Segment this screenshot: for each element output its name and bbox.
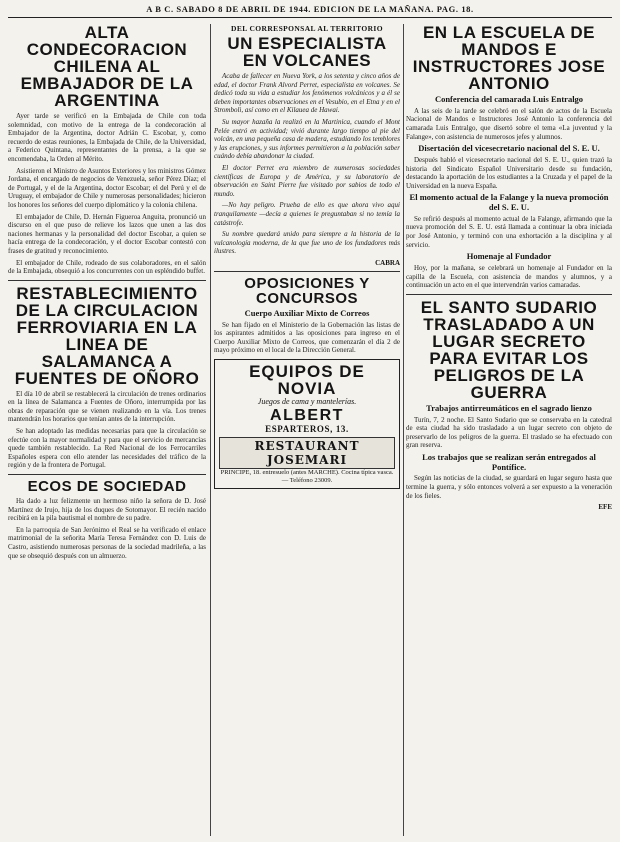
article-paragraph: En la parroquia de San Jerónimo el Real se ha verificado el enlace matrimonial de la señorita María Teresa Fernández con D. Luis de Castro, asistiendo numerosas personas de la sociedad madrileña, a las que se obsequió después con un almuerzo. (8, 525, 206, 560)
subheadline: Homenaje al Fundador (466, 251, 552, 262)
article-paragraph: Su nombre quedará unido para siempre a la historia de la vulcanología moderna, de la que fue uno de los fundadores más ilustres. (214, 230, 400, 256)
article-signature: CABRA (375, 258, 400, 267)
column-divider-2 (403, 24, 404, 836)
column-center (214, 22, 400, 836)
article-paragraph: El día 10 de abril se restablecerá la circulación de trenes ordinarios en la línea de Salamanca a Fuentes de Oñoro, interrumpida por las obras de reparación que se vienen realizando en la vía. Los trenes mantendrán los horarios que tenían antes de la interrupción. (8, 389, 206, 424)
headline-ecos-sociedad: ECOS DE SOCIEDAD (27, 478, 187, 496)
section-kicker: DEL CORRESPONSAL AL TERRITORIO (231, 24, 383, 33)
ad-restaurant-details: PRINCIPE, 18. entresuelo (antes MARCHE). Cocina típica vasca. — Teléfono 23009. (220, 469, 394, 484)
article-paragraph: —No hay peligro. Prueba de ello es que ahora vivo aquí tranquilamente —decía a quienes le preguntaban si no temía la catástrofe. (214, 201, 400, 227)
ad-tagline: Juegos de cama y mantelerías. (257, 397, 357, 407)
article-paragraph: El embajador de Chile, rodeado de sus colaboradores, en el salón de la Embajada, obsequió a los concurrentes con un espléndido buffet. (8, 258, 206, 276)
article-separator (8, 474, 206, 475)
article-paragraph: Ha dado a luz felizmente un hermoso niño la señora de D. José Martínez de Irujo, hija de los duques de Sotomayor. El recién nacido recibirá en la pila bautismal el nombre de su padre. (8, 497, 206, 523)
article-separator (406, 294, 612, 295)
article-paragraph: El doctor Perret era miembro de numerosas sociedades científicas de Europa y de América, y su laboratorio de observación en Saint Pierre fue visitado por sabios de todo el mundo. (214, 163, 400, 198)
column-divider-1 (210, 24, 211, 836)
article-paragraph: Después habló el vicesecretario nacional del S. E. U., quien trazó la historia del Sindicato Español Universitario desde su fundación, destacando la aportación de los estudiantes a la Cruzada y el papel de la Universidad en la nueva España. (406, 155, 612, 190)
article-paragraph: A las seis de la tarde se celebró en el salón de actos de la Escuela Nacional de Mandos e Instructores José Antonio la conferencia del camarada Luis Entralgo, que disertó sobre el tema «La juventud y la Falange», con asistencia de numerosos jefes y alumnos. (406, 106, 612, 141)
ad-title: EQUIPOS DE NOVIA (249, 362, 365, 399)
article-paragraph: Su mayor hazaña la realizó en la Martinica, cuando el Mont Pelée entró en actividad; vivió durante largo tiempo al pie del volcán, en una pequeña casa de madera, estudiando los temblores y las erupciones, y sus informes permitieron a la población saber cuándo debía abandonar la ciudad. (214, 117, 400, 161)
headline-escuela-mandos: EN LA ESCUELA DE MANDOS E INSTRUCTORES JOSE ANTONIO (412, 23, 606, 93)
advertisement-box (214, 359, 400, 489)
headline-condecoracion: ALTA CONDECORACION CHILENA AL EMBAJADOR DE LA ARGENTINA (20, 23, 194, 110)
article-separator (214, 271, 400, 272)
article-paragraph: El embajador de Chile, D. Hernán Figueroa Anguita, pronunció un discurso en el que puso de relieve los lazos que unen a las dos naciones hermanas y la personalidad del doctor Escobar, a quien se hacía entrega de la condecoración, y el doctor Escobar contestó con frases de gratitud y reconocimiento. (8, 212, 206, 255)
header-rule (8, 17, 612, 18)
headline-santo-sudario: EL SANTO SUDARIO TRASLADADO A UN LUGAR SECRETO PARA EVITAR LOS PELIGROS DE LA GUERRA (420, 297, 598, 402)
article-paragraph: Acaba de fallecer en Nueva York, a los setenta y cinco años de edad, el doctor Frank Alvord Perret, especialista en volcanes. Se dedicó toda su vida a estudiar los fenómenos volcánicos y a él se deben importantes observaciones en el Vesubio, en el Etna y en el Stromboli, así como en el Kilauea de Hawai. (214, 72, 400, 115)
ad-address: ESPARTEROS, 13. (265, 424, 349, 435)
article-paragraph: Se han adoptado las medidas necesarias para que la circulación se efectúe con la mayor normalidad y para que el servicio de mercancías quede también restablecido. La Red Nacional de los Ferrocarriles Españoles espera con ello atender las necesidades del tráfico de la región y de la frontera de Portugal. (8, 427, 206, 470)
article-paragraph: Según las noticias de la ciudad, se guardará en lugar seguro hasta que termine la guerra, y sólo entonces volverá a ser expuesto a la veneración de los fieles. (406, 474, 612, 500)
column-left (8, 22, 206, 836)
subheadline: Cuerpo Auxiliar Mixto de Correos (244, 307, 370, 318)
article-paragraph: Hoy, por la mañana, se celebrará un homenaje al Fundador en la capilla de la Escuela, con asistencia de mandos y alumnos, y a continuación un acto en el que intervendrán varios camaradas. (406, 263, 612, 290)
article-paragraph: Asistieron el Ministro de Asuntos Exteriores y los ministros Gómez Jordana, el encargado de negocios de Venezuela, señor Pérez Díaz; el de Portugal, y el de la Argentina, doctor Escobar; el del Perú y el de Uruguay, el embajador de Chile y numerosas personalidades; hicieron los honores los señores del cuerpo diplomático y la colonia chilena. (8, 166, 206, 209)
ad-restaurant: RESTAURANT JOSEMARI (219, 437, 395, 469)
subheadline: Conferencia del camarada Luis Entralgo (434, 94, 584, 104)
article-paragraph: Turín, 7, 2 noche. El Santo Sudario que se conservaba en la catedral de esta ciudad ha sido trasladado a un lugar secreto con objeto de preservarlo de los peligros de la guerra. El traslado se ha efectuado con gran reserva. (406, 415, 612, 450)
article-paragraph: Ayer tarde se verificó en la Embajada de Chile con toda solemnidad, con motivo de la entrega de la condecoración al Embajador de la Argentina, doctor Adrián C. Escobar, y, como recuerdo de estas reuniones, la Embajada de Chile, de la Universidad, a Federico Quintana, representantes de la prensa, a la que se encomendaba, la Orden al Mérito. (8, 112, 206, 163)
subheadline: El momento actual de la Falange y la nueva promoción del S. E. U. (409, 192, 609, 213)
column-right (406, 22, 612, 836)
subheadline: Trabajos antirreumáticos en el sagrado lienzo (426, 402, 592, 413)
headline-circulacion-ferroviaria: RESTABLECIMIENTO DE LA CIRCULACION FERROVIARIA EN LA LINEA DE SALAMANCA A FUENTES DE OÑORO (14, 283, 200, 388)
article-paragraph: Se han fijado en el Ministerio de la Gobernación las listas de los aspirantes admitidos a las oposiciones para ingreso en el Cuerpo Auxiliar Mixto de Correos, que comenzarán el día 2 de mayo próximo en el local de la Dirección General. (214, 320, 400, 355)
article-signature: EFE (598, 503, 612, 512)
article-separator (8, 280, 206, 281)
running-head: A B C. SABADO 8 DE ABRIL DE 1944. EDICION DE LA MAÑANA. PAG. 18. (146, 4, 474, 14)
headline-oposiciones: OPOSICIONES Y CONCURSOS (244, 274, 370, 307)
article-paragraph: Se refirió después al momento actual de la Falange, afirmando que la nueva promoción del S. E. U. está llamada a continuar la obra iniciada por José Antonio, y terminó con una exhortación a la disciplina y al servicio. (406, 214, 612, 249)
headline-especialista-volcanes: UN ESPECIALISTA EN VOLCANES (227, 34, 387, 70)
subheadline: Disertación del vicesecretario nacional del S. E. U. (418, 143, 600, 154)
ad-brand: ALBERT (270, 406, 344, 424)
subheadline: Los trabajos que se realizan serán entregados al Pontífice. (422, 451, 596, 472)
